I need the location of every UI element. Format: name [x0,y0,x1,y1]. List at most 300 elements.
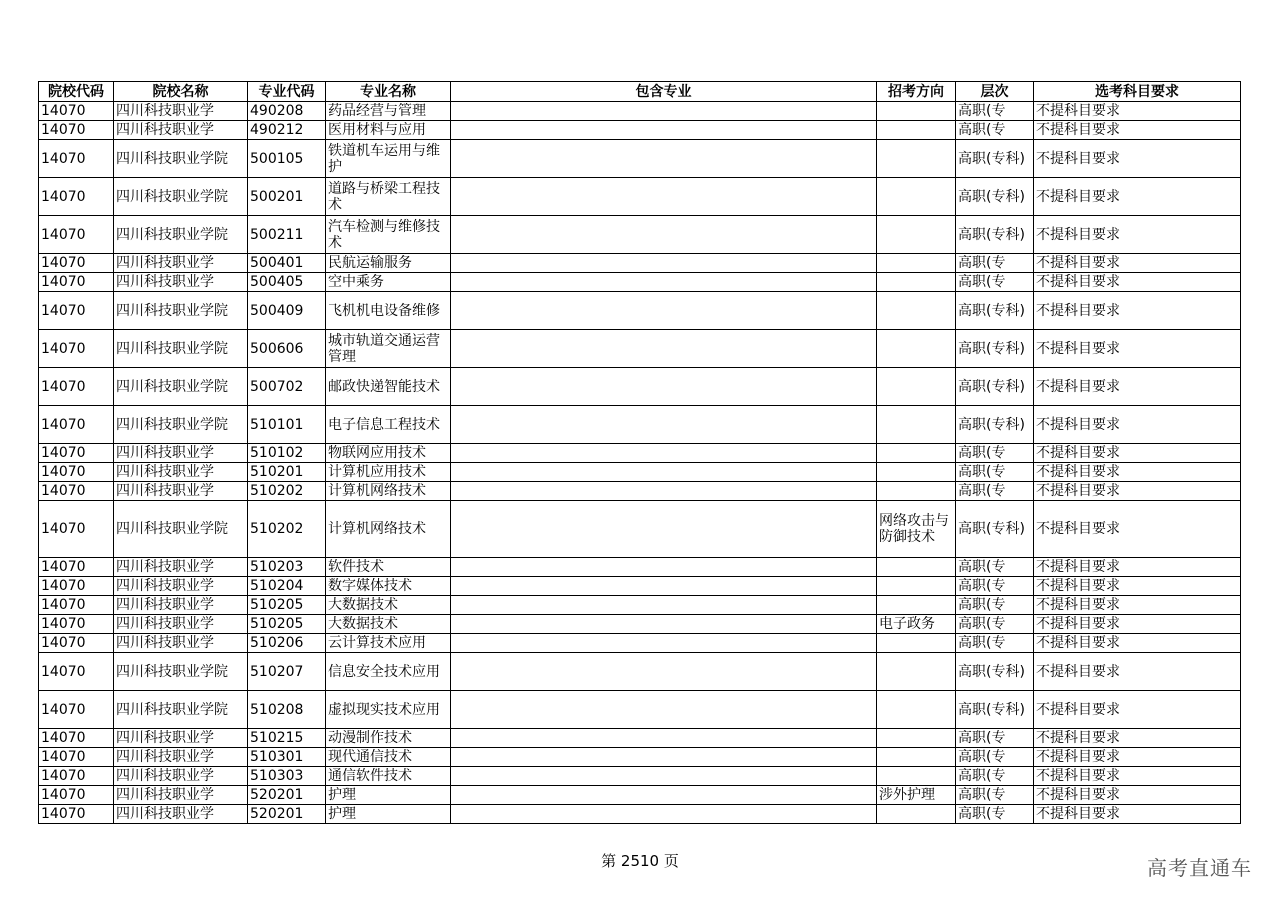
direction-cell [877,615,956,634]
level-cell [956,596,1034,615]
table-row [39,102,1241,121]
direction-cell-text [879,559,953,575]
school-name-cell-text: 四川科技职业学 [116,578,214,594]
school-code-cell [39,558,114,577]
major-name-cell-text: 云计算技术应用 [328,635,426,651]
major-name-cell [326,140,451,178]
included-majors-cell-text [453,597,874,613]
school-name-cell [114,634,248,653]
level-cell-text: 高职(专 [958,578,1006,594]
major-name-cell-text: 道路与桥梁工程技术 [328,180,440,213]
school-code-cell [39,178,114,216]
level-cell-text: 高职(专 [958,255,1006,271]
subject-requirement-cell [1034,596,1241,615]
subject-requirement-cell-text: 不提科目要求 [1036,226,1120,243]
school-code-cell-text: 14070 [41,578,86,594]
table-row [39,558,1241,577]
school-code-cell-text: 14070 [41,188,86,205]
included-majors-cell-text [453,255,874,271]
included-majors-cell [451,653,877,691]
school-name-cell-text: 四川科技职业学 [116,730,214,746]
subject-requirement-cell-text: 不提科目要求 [1036,749,1120,765]
major-code-cell-text: 510207 [250,663,304,680]
table-row [39,653,1241,691]
direction-cell-text [879,597,953,613]
major-code-cell [248,330,326,368]
major-code-cell [248,691,326,729]
included-majors-cell-text [453,768,874,784]
major-name-cell [326,577,451,596]
school-code-cell [39,121,114,140]
included-majors-cell [451,691,877,729]
direction-cell [877,330,956,368]
level-cell [956,273,1034,292]
major-name-cell [326,444,451,463]
level-cell-text: 高职(专 [958,103,1006,119]
direction-cell-text [879,806,953,822]
included-majors-cell [451,216,877,254]
major-code-cell-text: 510205 [250,597,304,613]
included-majors-cell-text [453,578,874,594]
school-name-cell [114,501,248,558]
major-name-cell-text: 通信软件技术 [328,768,412,784]
subject-requirement-cell [1034,729,1241,748]
school-code-cell-text: 14070 [41,521,86,537]
level-cell-text: 高职(专 [958,122,1006,138]
major-code-cell-text: 500702 [250,378,304,395]
major-code-cell-text: 510203 [250,559,304,575]
level-cell-text: 高职(专科) [958,226,1025,243]
direction-cell [877,729,956,748]
school-name-cell-text: 四川科技职业学 [116,445,214,461]
included-majors-cell-text [453,616,874,632]
level-cell-text: 高职(专科) [958,521,1025,537]
subject-requirement-cell-text: 不提科目要求 [1036,616,1120,632]
table-row [39,615,1241,634]
included-majors-cell [451,615,877,634]
table-row [39,444,1241,463]
level-cell [956,805,1034,824]
major-code-cell [248,634,326,653]
header-direction: 招考方向 [877,82,956,102]
table-row [39,596,1241,615]
subject-requirement-cell [1034,102,1241,121]
direction-cell-text [879,749,953,765]
school-code-cell-text: 14070 [41,701,86,718]
major-name-cell-text: 民航运输服务 [328,255,412,271]
major-code-cell [248,786,326,805]
direction-cell [877,634,956,653]
major-code-cell-text: 510201 [250,464,304,480]
major-name-cell [326,273,451,292]
school-code-cell-text: 14070 [41,663,86,680]
table-row [39,577,1241,596]
school-code-cell-text: 14070 [41,302,86,319]
level-cell-text: 高职(专科) [958,302,1025,319]
subject-requirement-cell [1034,501,1241,558]
major-name-cell-text: 空中乘务 [328,274,384,290]
major-code-cell [248,748,326,767]
level-cell [956,330,1034,368]
school-name-cell-text: 四川科技职业学 [116,464,214,480]
header-subject-requirement: 选考科目要求 [1034,82,1241,102]
direction-cell [877,463,956,482]
major-name-cell [326,254,451,273]
major-code-cell [248,444,326,463]
subject-requirement-cell [1034,558,1241,577]
header-row [39,82,1241,102]
direction-cell [877,102,956,121]
major-name-cell [326,501,451,558]
subject-requirement-cell [1034,634,1241,653]
major-name-cell-text: 大数据技术 [328,597,398,613]
direction-cell [877,577,956,596]
direction-cell-text [879,635,953,651]
included-majors-cell [451,444,877,463]
subject-requirement-cell-text: 不提科目要求 [1036,302,1120,319]
school-code-cell [39,368,114,406]
direction-cell-text: 电子政务 [879,616,935,632]
major-name-cell-text: 电子信息工程技术 [328,416,440,433]
major-name-cell [326,596,451,615]
major-code-cell-text: 520201 [250,806,304,822]
subject-requirement-cell [1034,653,1241,691]
major-code-cell-text: 500606 [250,340,304,357]
school-name-cell [114,767,248,786]
direction-cell [877,216,956,254]
included-majors-cell-text [453,483,874,499]
major-name-cell-text: 物联网应用技术 [328,445,426,461]
table-row [39,634,1241,653]
school-name-cell [114,805,248,824]
school-name-cell-text: 四川科技职业学院 [116,150,228,167]
major-name-cell [326,634,451,653]
major-name-cell [326,786,451,805]
subject-requirement-cell-text: 不提科目要求 [1036,378,1120,395]
subject-requirement-cell-text: 不提科目要求 [1036,578,1120,594]
included-majors-cell-text [453,787,874,803]
school-name-cell-text: 四川科技职业学院 [116,416,228,433]
level-cell-text: 高职(专 [958,559,1006,575]
direction-cell [877,273,956,292]
school-code-cell [39,748,114,767]
major-name-cell [326,805,451,824]
school-name-cell [114,577,248,596]
subject-requirement-cell-text: 不提科目要求 [1036,806,1120,822]
included-majors-cell-text [453,445,874,461]
subject-requirement-cell [1034,216,1241,254]
included-majors-cell [451,501,877,558]
school-code-cell [39,767,114,786]
level-cell [956,558,1034,577]
major-code-cell-text: 500401 [250,255,304,271]
watermark-logo: 高考直通车 [1147,856,1252,880]
school-name-cell [114,558,248,577]
included-majors-cell-text [453,464,874,480]
direction-cell-text [879,578,953,594]
school-name-cell-text: 四川科技职业学 [116,749,214,765]
direction-cell-text [879,464,953,480]
major-code-cell [248,501,326,558]
school-code-cell-text: 14070 [41,340,86,357]
major-name-cell-text: 护理 [328,806,356,822]
school-code-cell-text: 14070 [41,226,86,243]
major-name-cell-text: 汽车检测与维修技术 [328,218,440,251]
school-code-cell [39,330,114,368]
level-cell [956,463,1034,482]
direction-cell [877,558,956,577]
major-code-cell-text: 510102 [250,445,304,461]
subject-requirement-cell-text: 不提科目要求 [1036,730,1120,746]
table-row [39,748,1241,767]
level-cell-text: 高职(专科) [958,663,1025,680]
level-cell [956,786,1034,805]
major-name-cell-text: 计算机网络技术 [328,521,426,537]
major-name-cell-text: 邮政快递智能技术 [328,378,440,395]
level-cell [956,292,1034,330]
level-cell [956,615,1034,634]
school-code-cell [39,615,114,634]
header-major-code: 专业代码 [248,82,326,102]
major-name-cell [326,330,451,368]
school-code-cell-text: 14070 [41,635,86,651]
subject-requirement-cell [1034,805,1241,824]
subject-requirement-cell [1034,767,1241,786]
school-code-cell-text: 14070 [41,597,86,613]
subject-requirement-cell [1034,482,1241,501]
school-name-cell-text: 四川科技职业学 [116,806,214,822]
major-name-cell [326,767,451,786]
major-name-cell-text: 动漫制作技术 [328,730,412,746]
school-name-cell-text: 四川科技职业学院 [116,188,228,205]
major-name-cell-text: 计算机网络技术 [328,483,426,499]
included-majors-cell-text [453,274,874,290]
school-code-cell [39,482,114,501]
school-code-cell [39,216,114,254]
school-code-cell [39,292,114,330]
subject-requirement-cell-text: 不提科目要求 [1036,768,1120,784]
major-code-cell-text: 500405 [250,274,304,290]
school-name-cell-text: 四川科技职业学 [116,597,214,613]
included-majors-cell-text [453,122,874,138]
school-name-cell-text: 四川科技职业学院 [116,340,228,357]
level-cell [956,254,1034,273]
major-code-cell [248,140,326,178]
school-name-cell-text: 四川科技职业学院 [116,302,228,319]
subject-requirement-cell [1034,140,1241,178]
major-code-cell-text: 500211 [250,226,304,243]
level-cell-text: 高职(专 [958,730,1006,746]
included-majors-cell-text [453,749,874,765]
school-code-cell [39,653,114,691]
major-code-cell [248,178,326,216]
major-name-cell-text: 数字媒体技术 [328,578,412,594]
direction-cell-text [879,103,953,119]
major-code-cell-text: 510202 [250,521,304,537]
major-name-cell [326,482,451,501]
school-code-cell [39,444,114,463]
level-cell-text: 高职(专 [958,749,1006,765]
direction-cell [877,178,956,216]
table-row [39,463,1241,482]
major-code-cell-text: 510205 [250,616,304,632]
school-name-cell-text: 四川科技职业学 [116,103,214,119]
included-majors-cell-text [453,806,874,822]
major-code-cell [248,558,326,577]
included-majors-cell [451,273,877,292]
level-cell [956,406,1034,444]
level-cell [956,121,1034,140]
school-code-cell-text: 14070 [41,274,86,290]
subject-requirement-cell [1034,292,1241,330]
level-cell [956,729,1034,748]
subject-requirement-cell-text: 不提科目要求 [1036,559,1120,575]
school-name-cell [114,406,248,444]
major-name-cell [326,653,451,691]
school-code-cell-text: 14070 [41,616,86,632]
included-majors-cell [451,254,877,273]
page-number: 第 2510 页 [601,852,679,870]
included-majors-cell-text [453,730,874,746]
major-code-cell [248,653,326,691]
major-name-cell [326,216,451,254]
major-name-cell-text: 医用材料与应用 [328,122,426,138]
school-name-cell-text: 四川科技职业学 [116,274,214,290]
subject-requirement-cell [1034,178,1241,216]
direction-cell [877,767,956,786]
included-majors-cell-text [453,635,874,651]
school-code-cell-text: 14070 [41,787,86,803]
level-cell [956,482,1034,501]
direction-cell [877,501,956,558]
major-code-cell [248,216,326,254]
major-name-cell [326,748,451,767]
included-majors-cell [451,634,877,653]
school-code-cell-text: 14070 [41,806,86,822]
subject-requirement-cell [1034,615,1241,634]
direction-cell [877,653,956,691]
school-code-cell-text: 14070 [41,768,86,784]
major-code-cell [248,273,326,292]
school-name-cell-text: 四川科技职业学 [116,616,214,632]
major-code-cell-text: 500409 [250,302,304,319]
direction-cell [877,786,956,805]
major-code-cell-text: 510101 [250,416,304,433]
major-name-cell [326,558,451,577]
major-code-cell-text: 490208 [250,103,304,119]
table-row [39,786,1241,805]
header-school-name: 院校名称 [114,82,248,102]
included-majors-cell [451,368,877,406]
level-cell-text: 高职(专 [958,464,1006,480]
major-code-cell [248,463,326,482]
school-code-cell-text: 14070 [41,445,86,461]
subject-requirement-cell-text: 不提科目要求 [1036,663,1120,680]
school-code-cell [39,406,114,444]
direction-cell [877,140,956,178]
school-name-cell [114,729,248,748]
major-code-cell-text: 490212 [250,122,304,138]
major-code-cell [248,615,326,634]
level-cell-text: 高职(专 [958,806,1006,822]
major-code-cell-text: 510303 [250,768,304,784]
major-code-cell-text: 510215 [250,730,304,746]
direction-cell-text [879,768,953,784]
major-name-cell-text: 虚拟现实技术应用 [328,701,440,718]
school-name-cell-text: 四川科技职业学院 [116,663,228,680]
subject-requirement-cell-text: 不提科目要求 [1036,150,1120,167]
table-row [39,368,1241,406]
subject-requirement-cell [1034,330,1241,368]
major-code-cell-text: 510204 [250,578,304,594]
school-name-cell-text: 四川科技职业学 [116,635,214,651]
subject-requirement-cell [1034,786,1241,805]
level-cell-text: 高职(专 [958,635,1006,651]
level-cell-text: 高职(专 [958,616,1006,632]
direction-cell [877,121,956,140]
subject-requirement-cell-text: 不提科目要求 [1036,701,1120,718]
school-name-cell-text: 四川科技职业学院 [116,378,228,395]
direction-cell-text [879,445,953,461]
included-majors-cell [451,178,877,216]
school-code-cell-text: 14070 [41,122,86,138]
major-code-cell [248,102,326,121]
major-name-cell [326,615,451,634]
major-code-cell-text: 520201 [250,787,304,803]
major-code-cell [248,406,326,444]
school-name-cell-text: 四川科技职业学院 [116,701,228,718]
school-name-cell-text: 四川科技职业学 [116,122,214,138]
major-name-cell [326,121,451,140]
major-code-cell [248,596,326,615]
school-name-cell-text: 四川科技职业学 [116,559,214,575]
major-code-cell [248,254,326,273]
major-code-cell [248,482,326,501]
major-name-cell-text: 飞机机电设备维修 [328,302,440,319]
direction-cell-text [879,122,953,138]
header-major-name: 专业名称 [326,82,451,102]
level-cell [956,767,1034,786]
major-name-cell [326,178,451,216]
level-cell-text: 高职(专科) [958,150,1025,167]
subject-requirement-cell-text: 不提科目要求 [1036,122,1120,138]
school-code-cell [39,463,114,482]
major-name-cell-text: 城市轨道交通运营管理 [328,332,440,365]
subject-requirement-cell [1034,254,1241,273]
major-code-cell [248,121,326,140]
level-cell-text: 高职(专科) [958,188,1025,205]
level-cell [956,634,1034,653]
subject-requirement-cell-text: 不提科目要求 [1036,483,1120,499]
major-name-cell [326,368,451,406]
school-code-cell-text: 14070 [41,559,86,575]
included-majors-cell [451,729,877,748]
direction-cell [877,254,956,273]
school-name-cell [114,292,248,330]
major-code-cell-text: 510206 [250,635,304,651]
school-name-cell [114,273,248,292]
included-majors-cell [451,786,877,805]
direction-cell [877,368,956,406]
included-majors-cell [451,596,877,615]
school-code-cell-text: 14070 [41,150,86,167]
direction-cell-text: 涉外护理 [879,787,935,803]
school-code-cell [39,786,114,805]
school-code-cell [39,501,114,558]
admission-table [38,81,1241,824]
table-row [39,216,1241,254]
subject-requirement-cell-text: 不提科目要求 [1036,103,1120,119]
